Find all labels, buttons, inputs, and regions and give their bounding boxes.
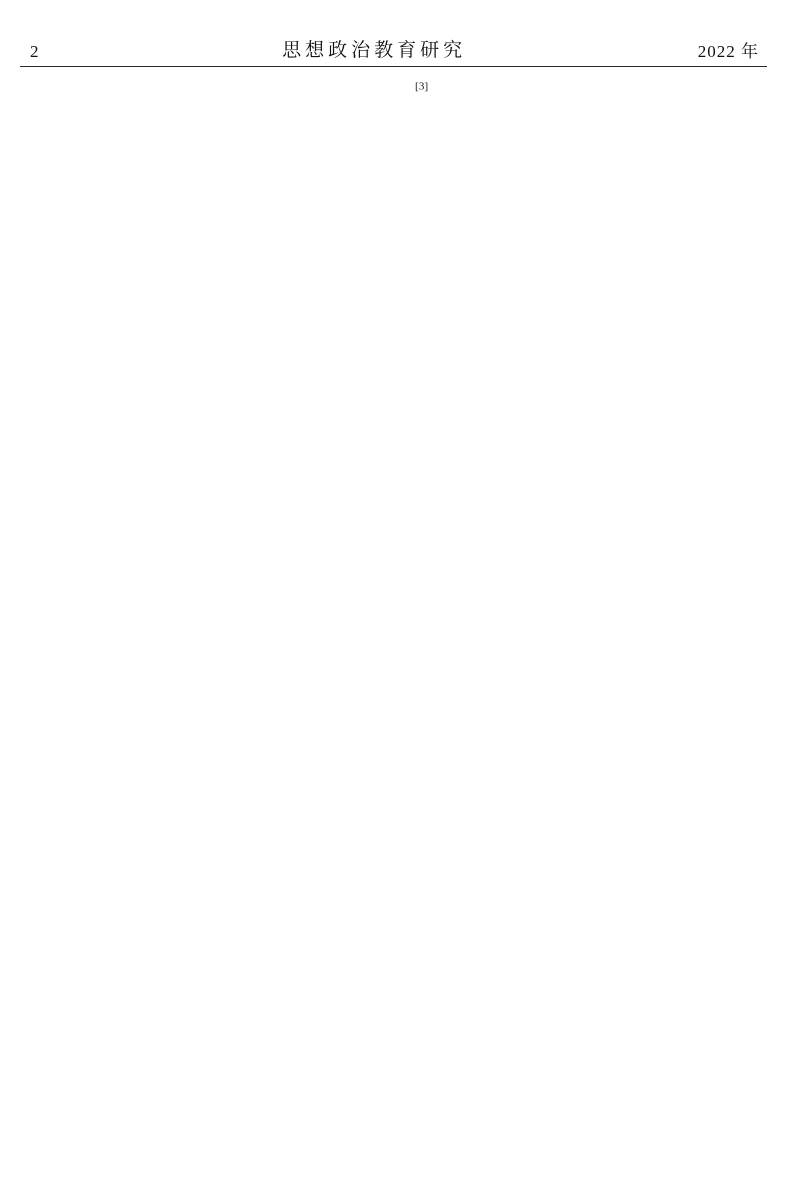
body-paragraph [415, 76, 767, 105]
publication-year: 2022 年 [697, 42, 759, 61]
page-number: 2 [30, 42, 39, 61]
left-column [22, 76, 374, 1161]
header-divider [20, 66, 767, 67]
right-column [415, 76, 767, 1161]
two-column-body [22, 76, 767, 1161]
journal-title: 思想政治教育研究 [282, 40, 467, 61]
running-head [20, 30, 767, 66]
citation-reference: [3] [415, 80, 429, 93]
